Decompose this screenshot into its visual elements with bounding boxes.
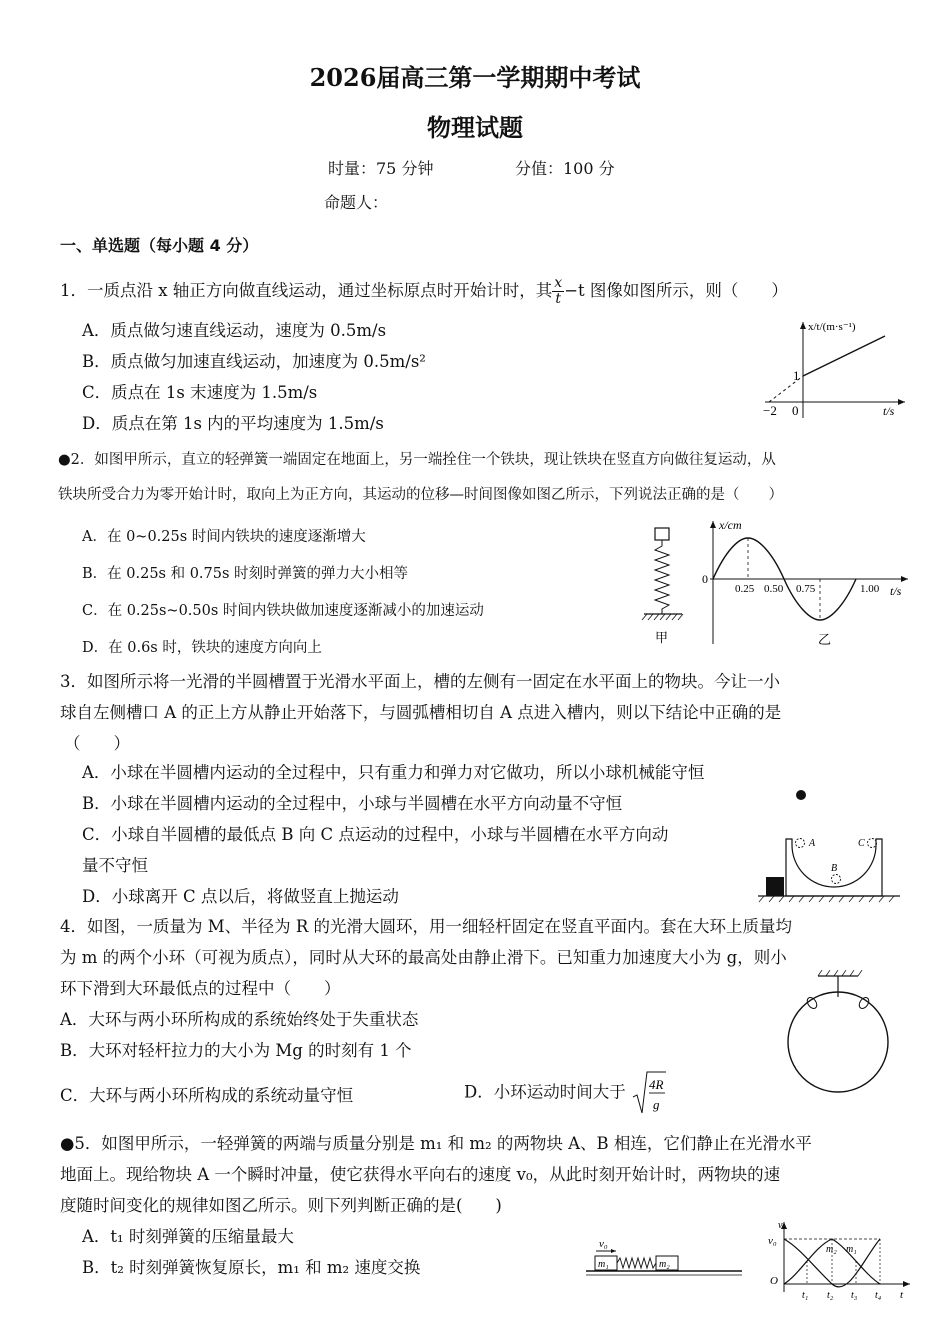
q2-graph-origin: 0 xyxy=(702,572,708,586)
q1-stem xyxy=(60,276,788,307)
q4-stem-line1: 4．如图，一质量为 M、半径为 R 的光滑大圆环，用一细轻杆固定在竖直平面内。套在大环上质量均 xyxy=(60,917,793,936)
q5-blocks-figure xyxy=(584,1234,744,1284)
q1-option-c: C．质点在 1s 末速度为 1.5m/s xyxy=(82,383,318,402)
fixed-block xyxy=(766,877,784,896)
q1-graph-origin: 0 xyxy=(792,403,799,418)
q4-option-d-text: D．小环运动时间大于 xyxy=(464,1082,626,1102)
q5-fig-v0: v₀ xyxy=(599,1238,608,1250)
q5-graph-t: t xyxy=(900,1289,904,1301)
q2-graph-tick-050: 0.50 xyxy=(764,583,784,595)
q5-graph-m2: m₂ xyxy=(826,1244,837,1255)
q2-graph xyxy=(700,516,915,648)
falling-ball xyxy=(796,790,806,800)
q4-stem-line3: 环下滑到大环最低点的过程中（ ） xyxy=(60,979,341,998)
q3-stem-line3: （ ） xyxy=(64,734,130,753)
q5-graph-m1: m₁ xyxy=(846,1244,857,1255)
q5-graph-o: O xyxy=(770,1275,778,1287)
q4-stem-line2: 为 m 的两个小环（可视为质点），同时从大环的最高处由静止滑下。已知重力加速度大小为 g，则小 xyxy=(60,948,787,967)
q3-stem-line1: 3．如图所示将一光滑的半圆槽置于光滑水平面上，槽的左侧有一固定在水平面上的物块。今让一小 xyxy=(60,672,780,691)
big-ring xyxy=(788,992,888,1092)
q5-vt-graph xyxy=(760,1218,920,1306)
q5-option-b: B．t₂ 时刻弹簧恢复原长，m₁ 和 m₂ 速度交换 xyxy=(82,1258,421,1277)
q3-option-c-cont: 量不守恒 xyxy=(82,856,148,875)
q2-fig-a-label: 甲 xyxy=(655,630,669,645)
q2-stem-line1: ●2．如图甲所示，直立的轻弹簧一端固定在地面上，另一端拴住一个铁块，现让铁块在竖直方向做往复运动，从 xyxy=(58,452,776,468)
q5-graph-v: v xyxy=(778,1220,783,1231)
q5-stem-line1: ●5．如图甲所示，一轻弹簧的两端与质量分别是 m₁ 和 m₂ 的两物块 A、B 相连，它们静止在光滑水平 xyxy=(60,1134,812,1153)
q5-graph-v0: v₀ xyxy=(768,1235,777,1247)
q1-fraction: $\frac{x}{t}$ xyxy=(554,275,563,307)
q2-option-b: B．在 0.25s 和 0.75s 时刻时弹簧的弹力大小相等 xyxy=(82,566,409,582)
q3-figure xyxy=(758,785,908,907)
q1-graph-ylabel: x/t/(m·s⁻¹) xyxy=(808,321,856,333)
q1-stem-text: 1．一质点沿 x 轴正方向做直线运动，通过坐标原点时开始计时，其 xyxy=(60,281,553,300)
q1-graph-x-intercept: −2 xyxy=(763,403,777,418)
q5-graph-t3: t₃ xyxy=(851,1290,858,1301)
q1-graph-y-intercept: 1 xyxy=(793,368,800,383)
q4-option-c: C．大环与两小环所构成的系统动量守恒 xyxy=(60,1086,354,1105)
exam-author: 命题人： xyxy=(324,193,389,212)
q3-option-b: B．小球在半圆槽内运动的全过程中，小球与半圆槽在水平方向动量不守恒 xyxy=(82,794,623,813)
q3-label-c: C xyxy=(858,838,865,849)
q5-option-a: A．t₁ 时刻弹簧的压缩量最大 xyxy=(82,1227,294,1246)
q1-option-b: B．质点做匀加速直线运动，加速度为 0.5m/s² xyxy=(82,352,426,371)
q3-option-d: D．小球离开 C 点以后，将做竖直上抛运动 xyxy=(82,887,399,906)
q2-graph-xlabel: t/s xyxy=(890,584,902,598)
q5-stem-line3: 度随时间变化的规律如图乙所示。则下列判断正确的是( ) xyxy=(60,1196,502,1215)
q4-sqrt-expr xyxy=(631,1069,667,1117)
q5-graph-t2: t₂ xyxy=(827,1290,834,1301)
q2-graph-tick-075: 0.75 xyxy=(796,583,816,595)
exam-title: 2026届高三第一学期期中考试 xyxy=(309,63,641,92)
q3-option-a: A．小球在半圆槽内运动的全过程中，只有重力和弹力对它做功，所以小球机械能守恒 xyxy=(82,763,705,782)
q3-label-a: A xyxy=(809,838,816,849)
q2-graph-tick-025: 0.25 xyxy=(735,583,755,595)
q1-graph-xlabel: t/s xyxy=(883,404,895,418)
q4-option-d xyxy=(464,1069,667,1117)
q2-option-d: D．在 0.6s 时，铁块的速度方向向上 xyxy=(82,640,322,656)
q4-figure xyxy=(778,970,898,1102)
q2-stem-line2: 铁块所受合力为零开始计时，取向上为正方向，其运动的位移—时间图像如图乙所示，下列说法正确的是（ ） xyxy=(58,487,783,503)
q4-sqrt-num: 4R xyxy=(648,1077,664,1092)
q5-stem-line2: 地面上。现给物块 A 一个瞬时冲量，使它获得水平向右的速度 v₀，从此时刻开始计时，两物块的速 xyxy=(60,1165,781,1184)
q2-option-c: C．在 0.25s~0.50s 时间内铁块做加速度逐渐减小的加速运动 xyxy=(82,603,484,619)
q4-option-b: B．大环对轻杆拉力的大小为 Mg 的时刻有 1 个 xyxy=(60,1041,412,1060)
q1-option-d: D．质点在第 1s 内的平均速度为 1.5m/s xyxy=(82,414,384,433)
q2-graph-tick-100: 1.00 xyxy=(860,583,880,595)
section-heading: 一、单选题（每小题 4 分） xyxy=(60,236,259,255)
q2-option-a: A．在 0~0.25s 时间内铁块的速度逐渐增大 xyxy=(82,529,366,545)
q5-fig-m2: m₂ xyxy=(659,1259,670,1270)
q4-sqrt-den: g xyxy=(652,1097,660,1112)
q5-fig-m1: m₁ xyxy=(598,1259,609,1270)
subject-title: 物理试题 xyxy=(427,114,523,142)
q5-graph-t4: t₄ xyxy=(875,1290,882,1301)
q3-label-b: B xyxy=(831,863,838,874)
q3-stem-line2: 球自左侧槽口 A 的正上方从静止开始落下，与圆弧槽相切自 A 点进入槽内，则以下结论中正确的是 xyxy=(60,703,782,722)
q1-graph xyxy=(755,318,915,422)
q2-spring-figure xyxy=(638,522,698,650)
q1-option-a: A．质点做匀速直线运动，速度为 0.5m/s xyxy=(82,321,387,340)
q4-option-a: A．大环与两小环所构成的系统始终处于失重状态 xyxy=(60,1010,419,1029)
q3-option-c: C．小球自半圆槽的最低点 B 向 C 点运动的过程中，小球与半圆槽在水平方向动 xyxy=(82,825,669,844)
q1-stem-tail: −t 图像如图所示，则（ ） xyxy=(564,281,788,300)
q5-graph-t1: t₁ xyxy=(802,1290,809,1301)
q2-graph-ylabel: x/cm xyxy=(719,518,742,532)
exam-duration: 时量：75 分钟 xyxy=(328,159,434,178)
q2-fig-b-label: 乙 xyxy=(818,632,832,647)
exam-score: 分值：100 分 xyxy=(515,159,615,178)
